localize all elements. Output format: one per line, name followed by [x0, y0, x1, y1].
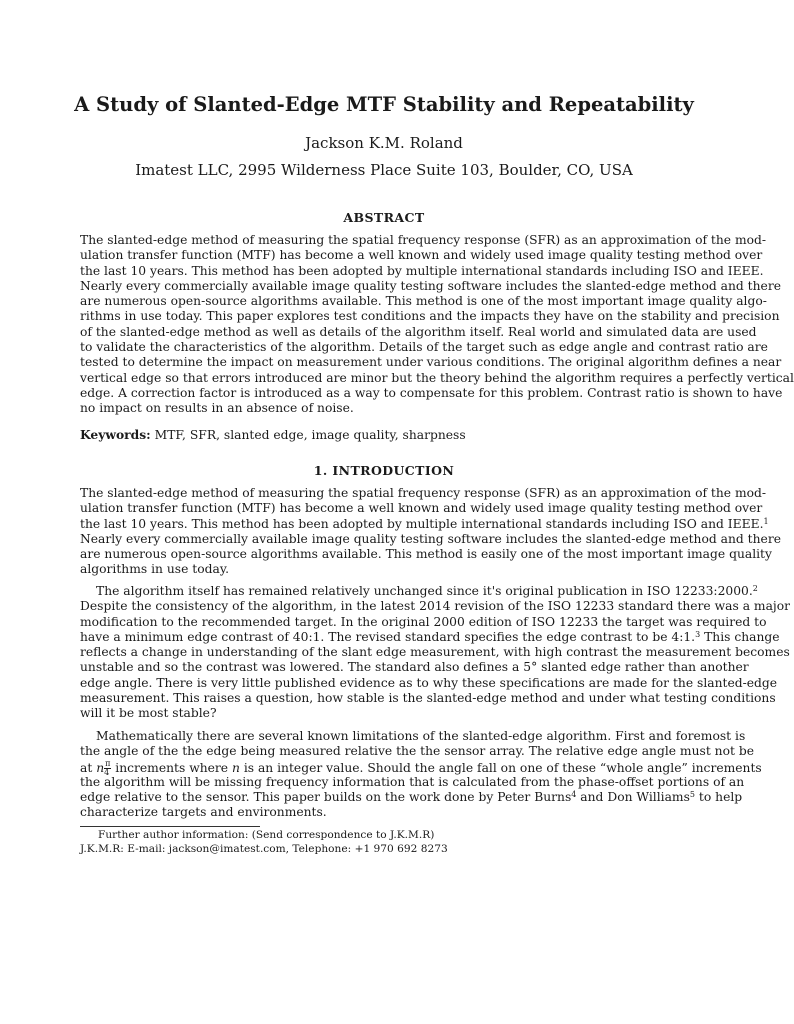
intro-line: modification to the recommended target. In the original 2000 edition of ISO 12233 the target was required to	[80, 614, 767, 629]
abstract-line: tested to determine the impact on measurement under various conditions. The original algorithm defines a near	[80, 355, 782, 370]
intro-line-text: This change	[700, 629, 780, 644]
intro-line: measurement. This raises a question, how stable is the slanted-edge method and under what testing conditions	[80, 691, 776, 706]
intro-line: will it be most stable?	[80, 706, 217, 721]
intro-line	[80, 584, 758, 599]
intro-line	[80, 790, 743, 805]
author-affiliation: Imatest LLC, 2995 Wilderness Place Suite 103, Boulder, CO, USA	[135, 161, 633, 179]
intro-line: the angle of the the edge being measured relative the the sensor array. The relative edge angle must not be	[80, 744, 754, 759]
citation-ref: 5	[689, 790, 695, 800]
abstract-line: of the slanted-edge method as well as details of the algorithm itself. Real world and simulated data are used	[80, 324, 757, 339]
fraction-numerator: π	[105, 758, 111, 768]
abstract-line: to validate the characteristics of the algorithm. Details of the target such as edge angle and contrast ratio are	[80, 340, 768, 355]
intro-line	[80, 758, 762, 777]
footnote-line-1: Further author information: (Send correspondence to J.K.M.R)	[98, 829, 435, 841]
intro-paragraph-1	[80, 486, 781, 578]
fraction-denominator: 4	[104, 767, 110, 777]
abstract-line: rithms in use today. This paper explores test conditions and the impacts they have on the stability and precision	[80, 309, 780, 324]
intro-line-text: and Don Williams	[576, 790, 690, 805]
author-name: Jackson K.M. Roland	[305, 134, 463, 152]
abstract-line: ulation transfer function (MTF) has become a well known and widely used image quality testing method over	[80, 248, 763, 263]
abstract-line: no impact on results in an absence of noise.	[80, 401, 354, 416]
keywords-label: Keywords:	[80, 427, 151, 442]
intro-line: are numerous open-source algorithms available. This method is easily one of the most important image quality	[80, 547, 772, 562]
intro-line: Nearly every commercially available image quality testing software includes the slanted-edge method and there	[80, 531, 781, 546]
intro-paragraph-2	[80, 584, 791, 722]
intro-line-text: is an integer value. Should the angle fall on one of these “whole angle” increments	[239, 760, 762, 775]
abstract-line: Nearly every commercially available image quality testing software includes the slanted-edge method and there	[80, 278, 781, 293]
math-variable: n	[231, 760, 240, 775]
paper-title: A Study of Slanted-Edge MTF Stability and Repeatability	[74, 93, 694, 116]
intro-line	[80, 516, 769, 532]
abstract-line: the last 10 years. This method has been adopted by multiple international standards including ISO and IEEE.	[80, 263, 764, 278]
intro-line: characterize targets and environments.	[80, 805, 327, 820]
intro-line-text: to help	[694, 790, 743, 805]
intro-line: algorithms in use today.	[80, 562, 230, 577]
intro-line	[80, 629, 780, 645]
abstract-line: are numerous open-source algorithms available. This method is one of the most important image quality algo-	[80, 294, 767, 309]
abstract-line: edge. A correction factor is introduced as a way to compensate for this problem. Contrast ratio is shown to have	[80, 385, 783, 400]
intro-line-text: increments where	[111, 760, 232, 775]
footnote-line-2: J.K.M.R: E-mail: jackson@imatest.com, Telephone: +1 970 692 8273	[80, 843, 448, 855]
abstract-line: The slanted-edge method of measuring the spatial frequency response (SFR) as an approximation of the mod-	[80, 233, 767, 247]
intro-line: reflects a change in understanding of the slant edge measurement, with high contrast the measurement becomes	[80, 645, 790, 660]
math-variable: n	[96, 760, 105, 775]
intro-line-text: have a minimum edge contrast of 40:1. The revised standard specifies the edge contrast to be 4:1.	[80, 629, 696, 644]
abstract-line: vertical edge so that errors introduced are minor but the theory behind the algorithm requires a perfectly vertical	[80, 370, 794, 385]
abstract-body	[80, 233, 794, 417]
citation-ref: 3	[695, 629, 701, 639]
keywords	[80, 427, 687, 443]
intro-line: Mathematically there are several known limitations of the slanted-edge algorithm. First and foremost is	[96, 729, 746, 743]
intro-line: unstable and so the contrast was lowered. The standard also defines a 5° slanted edge rather than another	[80, 660, 749, 675]
intro-line-text: the last 10 years. This method has been adopted by multiple international standards including ISO and IEEE.	[80, 516, 764, 531]
intro-line: the algorithm will be missing frequency information that is calculated from the phase-offset portions of an	[80, 774, 745, 789]
citation-ref: 1	[763, 516, 769, 526]
keywords-text: MTF, SFR, slanted edge, image quality, sharpness	[154, 428, 466, 442]
introduction-heading: 1. INTRODUCTION	[313, 463, 455, 478]
intro-line-text: at	[80, 760, 97, 775]
citation-ref: 4	[571, 790, 577, 800]
intro-line: Despite the consistency of the algorithm, in the latest 2014 revision of the ISO 12233 standard there was a major	[80, 599, 791, 614]
intro-line-text: The algorithm itself has remained relatively unchanged since it's original publication in ISO 12233:2000.	[96, 584, 753, 598]
intro-line-text: edge relative to the sensor. This paper builds on the work done by Peter Burns	[80, 790, 572, 805]
intro-line: edge angle. There is very little published evidence as to why these specifications are made for the slanted-edge	[80, 675, 778, 690]
intro-paragraph-3	[80, 729, 762, 821]
citation-ref: 2	[752, 584, 758, 593]
abstract-heading: ABSTRACT	[343, 210, 425, 225]
intro-line: The slanted-edge method of measuring the spatial frequency response (SFR) as an approximation of the mod-	[80, 486, 767, 500]
footnote-rule	[80, 826, 260, 827]
intro-line: ulation transfer function (MTF) has become a well known and widely used image quality testing method over	[80, 501, 763, 516]
